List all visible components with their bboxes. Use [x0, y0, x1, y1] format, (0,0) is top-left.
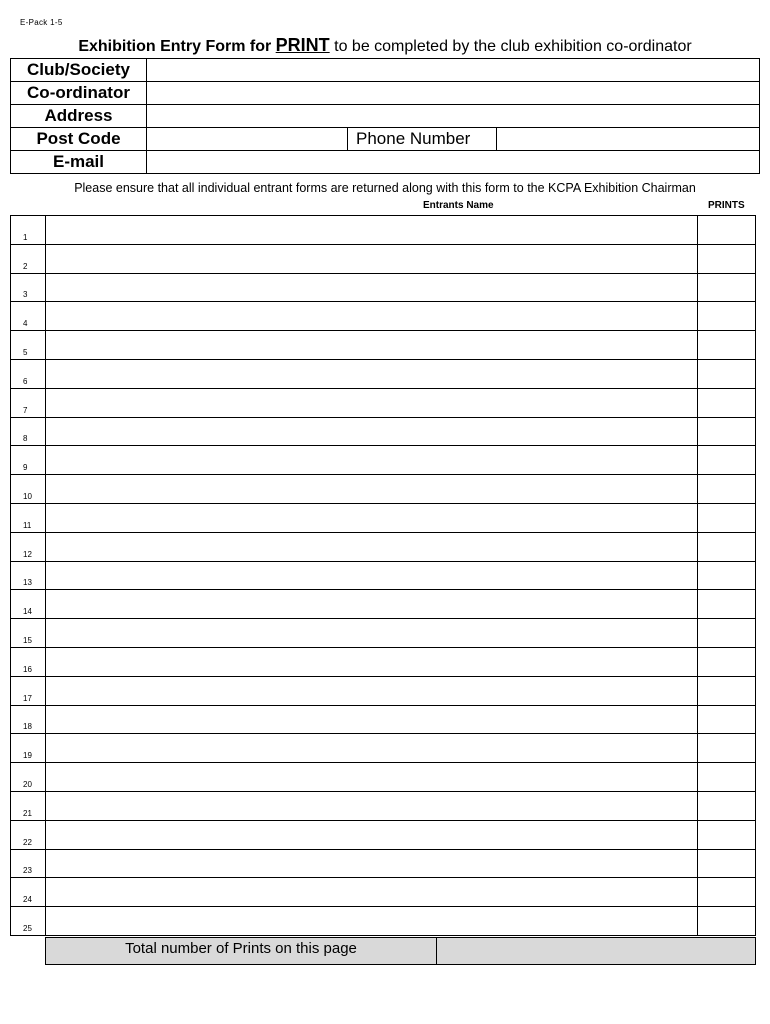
table-row [11, 446, 756, 475]
table-row [11, 532, 756, 561]
row-number: 4 [11, 302, 46, 331]
prints-count-field[interactable] [698, 647, 756, 676]
row-number: 10 [11, 475, 46, 504]
prints-count-field[interactable] [698, 216, 756, 245]
prints-count-field[interactable] [698, 820, 756, 849]
postcode-label: Post Code [11, 128, 147, 151]
row-number: 7 [11, 388, 46, 417]
prints-count-field[interactable] [698, 302, 756, 331]
prints-count-field[interactable] [698, 705, 756, 734]
prints-count-field[interactable] [698, 532, 756, 561]
title-prefix: Exhibition Entry Form for [78, 38, 272, 55]
entrant-name-field[interactable] [46, 647, 698, 676]
row-number: 14 [11, 590, 46, 619]
club-label: Club/Society [11, 59, 147, 82]
row-number: 19 [11, 734, 46, 763]
row-number: 1 [11, 216, 46, 245]
entrant-name-field[interactable] [46, 388, 698, 417]
row-number: 16 [11, 647, 46, 676]
address-field[interactable] [147, 105, 760, 128]
table-row [11, 273, 756, 302]
table-row [11, 619, 756, 648]
title-suffix: to be completed by the club exhibition co-ordinator [334, 38, 692, 55]
prints-count-field[interactable] [698, 849, 756, 878]
entrant-name-field[interactable] [46, 503, 698, 532]
row-number: 3 [11, 273, 46, 302]
row-number: 6 [11, 359, 46, 388]
entrant-name-field[interactable] [46, 561, 698, 590]
form-title [0, 35, 770, 56]
table-row [11, 475, 756, 504]
entrant-name-field[interactable] [46, 216, 698, 245]
entrant-name-field[interactable] [46, 590, 698, 619]
row-number: 13 [11, 561, 46, 590]
entrant-name-field[interactable] [46, 676, 698, 705]
postcode-field[interactable] [147, 128, 348, 151]
table-row [11, 359, 756, 388]
coordinator-label: Co-ordinator [11, 82, 147, 105]
prints-count-field[interactable] [698, 359, 756, 388]
prints-count-field[interactable] [698, 331, 756, 360]
row-number: 17 [11, 676, 46, 705]
table-row [11, 302, 756, 331]
table-row [11, 734, 756, 763]
return-note: Please ensure that all individual entrant forms are returned along with this form to the KCPA Exhibition Chairman [74, 181, 696, 195]
table-row [11, 763, 756, 792]
row-number: 24 [11, 878, 46, 907]
prints-count-field[interactable] [698, 561, 756, 590]
table-row [11, 244, 756, 273]
row-number: 25 [11, 907, 46, 936]
title-emphasis: PRINT [275, 35, 330, 55]
prints-count-field[interactable] [698, 734, 756, 763]
row-number: 20 [11, 763, 46, 792]
row-number: 2 [11, 244, 46, 273]
prints-header: PRINTS [708, 200, 745, 211]
table-row [11, 503, 756, 532]
prints-count-field[interactable] [698, 878, 756, 907]
prints-count-field[interactable] [698, 590, 756, 619]
table-row [11, 791, 756, 820]
prints-count-field[interactable] [698, 503, 756, 532]
table-row [11, 878, 756, 907]
table-row [11, 331, 756, 360]
table-row [11, 590, 756, 619]
table-row [11, 647, 756, 676]
entrant-name-field[interactable] [46, 705, 698, 734]
total-prints-label: Total number of Prints on this page [46, 938, 437, 964]
prints-count-field[interactable] [698, 763, 756, 792]
prints-count-field[interactable] [698, 791, 756, 820]
table-row [11, 907, 756, 936]
row-number: 21 [11, 791, 46, 820]
entrant-name-field[interactable] [46, 791, 698, 820]
entrant-name-field[interactable] [46, 331, 698, 360]
table-row [11, 705, 756, 734]
row-number: 23 [11, 849, 46, 878]
entrant-name-field[interactable] [46, 849, 698, 878]
total-prints-row [45, 937, 756, 965]
prints-count-field[interactable] [698, 273, 756, 302]
club-info-table [10, 58, 760, 174]
table-row [11, 561, 756, 590]
email-label: E-mail [11, 151, 147, 174]
entrant-name-field[interactable] [46, 302, 698, 331]
entrant-name-field[interactable] [46, 475, 698, 504]
prints-count-field[interactable] [698, 676, 756, 705]
table-row [11, 820, 756, 849]
prints-count-field[interactable] [698, 244, 756, 273]
row-number: 12 [11, 532, 46, 561]
prints-count-field[interactable] [698, 907, 756, 936]
entrant-name-field[interactable] [46, 820, 698, 849]
row-number: 11 [11, 503, 46, 532]
entrant-name-field[interactable] [46, 446, 698, 475]
entrant-name-field[interactable] [46, 763, 698, 792]
prints-count-field[interactable] [698, 446, 756, 475]
phone-field[interactable] [497, 128, 760, 151]
table-row [11, 216, 756, 245]
address-label: Address [11, 105, 147, 128]
entrant-name-field[interactable] [46, 359, 698, 388]
form-reference-code: E-Pack 1-5 [20, 18, 63, 27]
row-number: 8 [11, 417, 46, 446]
entrant-name-field[interactable] [46, 619, 698, 648]
prints-count-field[interactable] [698, 619, 756, 648]
prints-count-field[interactable] [698, 388, 756, 417]
entrants-name-header: Entrants Name [423, 200, 494, 211]
entrant-name-field[interactable] [46, 907, 698, 936]
entrant-name-field[interactable] [46, 273, 698, 302]
table-row [11, 849, 756, 878]
entrant-name-field[interactable] [46, 878, 698, 907]
row-number: 18 [11, 705, 46, 734]
email-field[interactable] [147, 151, 760, 174]
row-number: 9 [11, 446, 46, 475]
entrant-name-field[interactable] [46, 734, 698, 763]
club-field[interactable] [147, 59, 760, 82]
table-row [11, 676, 756, 705]
row-number: 5 [11, 331, 46, 360]
entrant-name-field[interactable] [46, 417, 698, 446]
entrant-name-field[interactable] [46, 532, 698, 561]
prints-count-field[interactable] [698, 475, 756, 504]
prints-count-field[interactable] [698, 417, 756, 446]
table-row [11, 388, 756, 417]
coordinator-field[interactable] [147, 82, 760, 105]
row-number: 22 [11, 820, 46, 849]
phone-label: Phone Number [348, 128, 497, 151]
table-row [11, 417, 756, 446]
total-prints-field[interactable] [437, 938, 755, 964]
entrants-table [10, 215, 756, 936]
entrant-name-field[interactable] [46, 244, 698, 273]
row-number: 15 [11, 619, 46, 648]
